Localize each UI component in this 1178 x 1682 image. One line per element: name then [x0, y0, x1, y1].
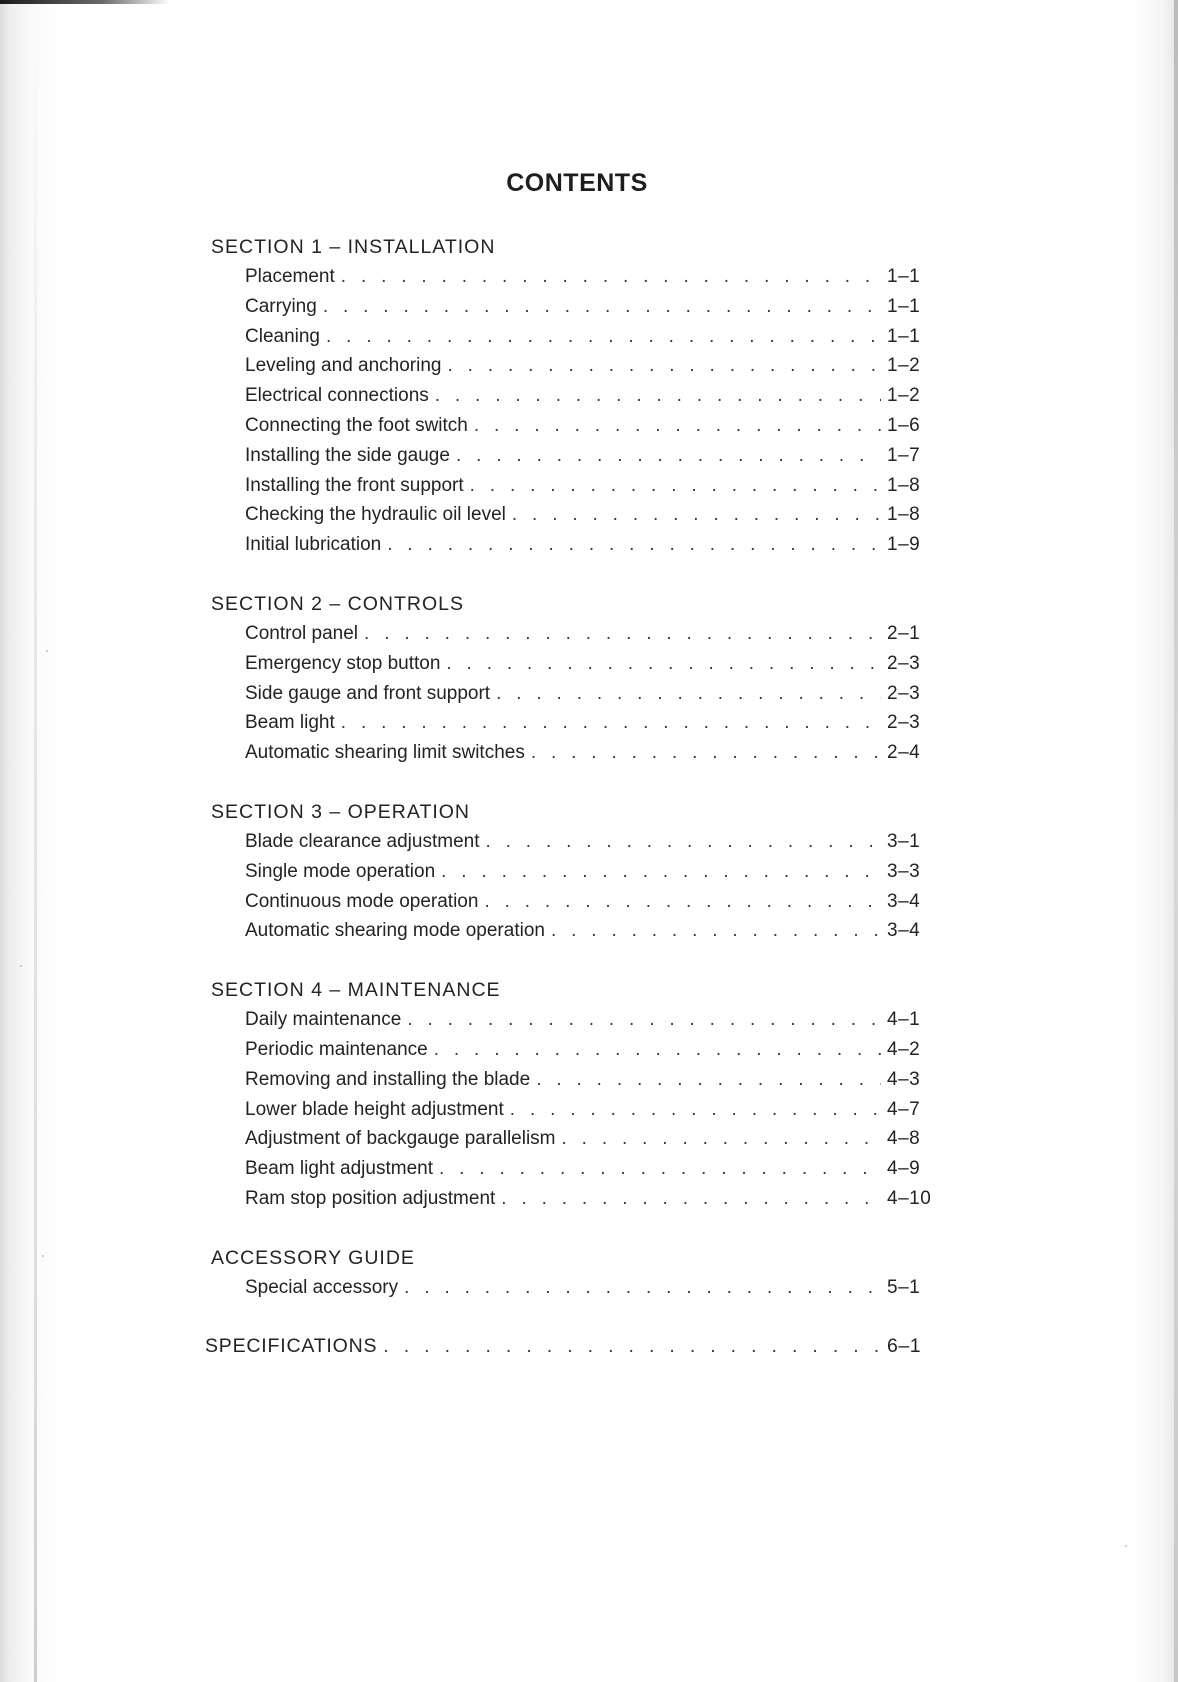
toc-entry: [245, 292, 935, 322]
dot-leader: [474, 411, 881, 441]
toc-entry: [245, 1154, 935, 1184]
dot-leader: [456, 441, 881, 471]
toc-entry: [245, 500, 935, 530]
dot-leader: [326, 322, 881, 352]
scan-speck: [1125, 1545, 1127, 1547]
entry-label: Control panel: [245, 622, 359, 644]
toc-entry: [245, 441, 935, 471]
table-of-contents: [205, 232, 935, 1361]
entry-label: Side gauge and front support: [245, 682, 491, 704]
dot-leader: [341, 262, 881, 292]
entry-label: Electrical connections: [245, 385, 429, 407]
toc-entry: [245, 649, 935, 679]
entry-label: Initial lubrication: [245, 534, 382, 556]
toc-entry: [245, 708, 935, 738]
entry-page: 3–4: [887, 890, 921, 912]
dot-leader: [562, 1124, 881, 1154]
toc-entry: [245, 351, 935, 381]
dot-leader: [364, 619, 881, 649]
entry-page: 4–10: [887, 1187, 932, 1209]
entry-label: Single mode operation: [245, 860, 436, 882]
entry-label: Connecting the foot switch: [245, 414, 468, 436]
dot-leader: [323, 292, 881, 322]
dot-leader: [536, 1065, 881, 1095]
toc-section: [205, 232, 935, 560]
toc-entry: [245, 857, 935, 887]
entry-label: Automatic shearing mode operation: [245, 920, 545, 942]
toc-entry: [245, 887, 935, 917]
entry-page: 3–3: [887, 860, 921, 882]
entry-label: Lower blade height adjustment: [245, 1098, 504, 1120]
entry-page: 2–3: [887, 712, 921, 734]
dot-leader: [551, 916, 881, 946]
toc-entry-specifications: [205, 1332, 935, 1362]
entry-label: Beam light: [245, 712, 335, 734]
entry-page: 1–8: [887, 504, 921, 526]
entry-label: Automatic shearing limit switches: [245, 742, 525, 764]
dot-leader: [434, 1035, 881, 1065]
entry-page: 1–2: [887, 355, 921, 377]
entry-page: 5–1: [887, 1276, 921, 1298]
entry-page: 3–1: [887, 830, 921, 852]
dot-leader: [448, 351, 882, 381]
entry-label: Beam light adjustment: [245, 1158, 433, 1180]
scan-right-edge: [1174, 0, 1178, 1682]
entry-page: 1–8: [887, 474, 921, 496]
dot-leader: [404, 1273, 881, 1303]
entry-page: 4–9: [887, 1158, 921, 1180]
toc-entry: [245, 322, 935, 352]
dot-leader: [484, 887, 881, 917]
entry-label: Installing the front support: [245, 474, 464, 496]
entry-page: 2–1: [887, 622, 921, 644]
dot-leader: [439, 1154, 881, 1184]
entry-page: 4–2: [887, 1038, 921, 1060]
section-heading: SECTION 4 – MAINTENANCE: [211, 979, 501, 1002]
section-heading: SECTION 3 – OPERATION: [211, 800, 471, 823]
toc-entry: [245, 1065, 935, 1095]
entry-page: 1–6: [887, 414, 921, 436]
entry-label: Adjustment of backgauge parallelism: [245, 1128, 556, 1150]
entry-page: 2–3: [887, 682, 921, 704]
entry-label: Carrying: [245, 295, 317, 317]
entry-label: Checking the hydraulic oil level: [245, 504, 506, 526]
entry-page: 4–7: [887, 1098, 921, 1120]
toc-entry: [245, 1273, 935, 1303]
toc-entry: [245, 738, 935, 768]
dot-leader: [387, 530, 881, 560]
toc-entry: [245, 827, 935, 857]
entry-label: Special accessory: [245, 1276, 399, 1298]
toc-entry: [245, 381, 935, 411]
dot-leader: [496, 679, 881, 709]
entry-page: 4–3: [887, 1068, 921, 1090]
entry-label: Blade clearance adjustment: [245, 830, 480, 852]
toc-section: [205, 1243, 935, 1303]
toc-entry: [245, 1095, 935, 1125]
toc-entry: [245, 1005, 935, 1035]
entry-page: 3–4: [887, 920, 921, 942]
toc-entry: [245, 411, 935, 441]
entry-label: SPECIFICATIONS: [205, 1334, 378, 1357]
toc-section: [205, 975, 935, 1214]
dot-leader: [512, 500, 881, 530]
scan-binding-shadow: [34, 40, 37, 1682]
toc-entry: [245, 262, 935, 292]
dot-leader: [383, 1332, 881, 1362]
entry-page: 1–1: [887, 325, 921, 347]
toc-entry: [245, 1184, 935, 1214]
toc-entry: [245, 916, 935, 946]
entry-page: 4–1: [887, 1009, 921, 1031]
scan-speck: [20, 965, 22, 967]
dot-leader: [510, 1095, 881, 1125]
entry-label: Cleaning: [245, 325, 320, 347]
toc-entry: [245, 679, 935, 709]
entry-page: 6–1: [887, 1334, 922, 1357]
toc-entry: [245, 1035, 935, 1065]
toc-entry: [245, 1124, 935, 1154]
entry-page: 4–8: [887, 1128, 921, 1150]
entry-label: Continuous mode operation: [245, 890, 479, 912]
entry-label: Installing the side gauge: [245, 444, 450, 466]
entry-page: 1–7: [887, 444, 921, 466]
entry-label: Periodic maintenance: [245, 1038, 428, 1060]
toc-entry: [245, 471, 935, 501]
scan-top-edge-shadow: [0, 0, 170, 4]
dot-leader: [485, 827, 881, 857]
dot-leader: [470, 471, 881, 501]
entry-page: 1–9: [887, 534, 921, 556]
entry-label: Ram stop position adjustment: [245, 1187, 496, 1209]
dot-leader: [407, 1005, 881, 1035]
entry-page: 1–1: [887, 295, 921, 317]
dot-leader: [531, 738, 881, 768]
entry-label: Daily maintenance: [245, 1009, 402, 1031]
toc-section: [205, 797, 935, 946]
entry-label: Placement: [245, 266, 335, 287]
entry-page: 1–2: [887, 385, 921, 407]
entry-page: 1–1: [887, 266, 921, 287]
entry-label: Leveling and anchoring: [245, 355, 442, 377]
entry-label: Emergency stop button: [245, 652, 441, 674]
scan-speck: [42, 1255, 44, 1257]
entry-page: 2–3: [887, 652, 921, 674]
entry-page: 2–4: [887, 742, 921, 764]
dot-leader: [341, 708, 881, 738]
section-heading: ACCESSORY GUIDE: [211, 1246, 415, 1269]
scan-speck: [46, 650, 48, 652]
section-heading: SECTION 2 – CONTROLS: [211, 592, 464, 615]
entry-label: Removing and installing the blade: [245, 1068, 531, 1090]
dot-leader: [441, 857, 881, 887]
section-heading: SECTION 1 – INSTALLATION: [211, 236, 496, 258]
toc-entry: [245, 530, 935, 560]
dot-leader: [435, 381, 881, 411]
dot-leader: [446, 649, 881, 679]
dot-leader: [501, 1184, 881, 1214]
toc-section: [205, 589, 935, 768]
toc-entry: [245, 619, 935, 649]
page-title: CONTENTS: [506, 168, 648, 197]
